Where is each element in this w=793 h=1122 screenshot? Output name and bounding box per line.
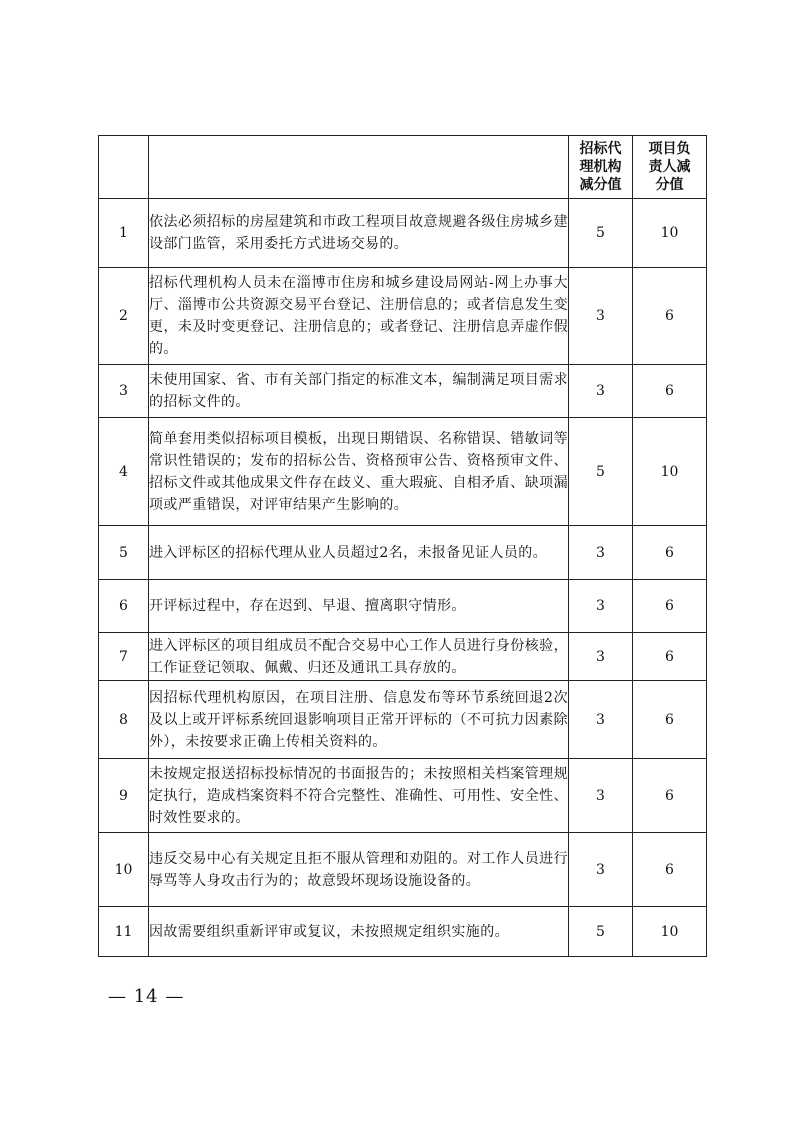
row-description: 未使用国家、省、市有关部门指定的标准文本，编制满足项目需求的招标文件的。 (149, 365, 569, 418)
row-number: 4 (99, 418, 149, 526)
row-agency-deduction: 5 (569, 199, 633, 268)
row-leader-deduction: 6 (633, 526, 707, 580)
table-row (99, 907, 707, 957)
row-description: 依法必须招标的房屋建筑和市政工程项目故意规避各级住房城乡建设部门监管，采用委托方式进场交易的。 (149, 199, 569, 268)
table-header-row (99, 136, 707, 199)
row-number: 6 (99, 580, 149, 633)
row-number: 8 (99, 681, 149, 759)
header-number (99, 136, 149, 199)
deduction-table (98, 135, 707, 957)
header-agency-deduction: 招标代 理机构 减分值 (569, 136, 633, 199)
row-number: 9 (99, 759, 149, 833)
row-agency-deduction: 3 (569, 365, 633, 418)
row-leader-deduction: 6 (633, 580, 707, 633)
row-description: 简单套用类似招标项目模板，出现日期错误、名称错误、错敏词等常识性错误的；发布的招标公告、资格预审公告、资格预审文件、招标文件或其他成果文件存在歧义、重大瑕疵、自相矛盾、缺项漏项或严重错误，对评审结果产生影响的。 (149, 418, 569, 526)
row-agency-deduction: 3 (569, 633, 633, 681)
row-agency-deduction: 5 (569, 418, 633, 526)
row-description: 进入评标区的招标代理从业人员超过2名，未报备见证人员的。 (149, 526, 569, 580)
row-leader-deduction: 10 (633, 418, 707, 526)
row-agency-deduction: 3 (569, 833, 633, 907)
row-number: 3 (99, 365, 149, 418)
table-row (99, 681, 707, 759)
row-description: 因故需要组织重新评审或复议，未按照规定组织实施的。 (149, 907, 569, 957)
row-leader-deduction: 6 (633, 365, 707, 418)
row-agency-deduction: 3 (569, 759, 633, 833)
row-description: 进入评标区的项目组成员不配合交易中心工作人员进行身份核验，工作证登记领取、佩戴、归还及通讯工具存放的。 (149, 633, 569, 681)
table-row (99, 418, 707, 526)
row-number: 5 (99, 526, 149, 580)
row-leader-deduction: 6 (633, 833, 707, 907)
row-leader-deduction: 6 (633, 681, 707, 759)
table-row (99, 526, 707, 580)
row-agency-deduction: 5 (569, 907, 633, 957)
table-row (99, 633, 707, 681)
row-leader-deduction: 10 (633, 199, 707, 268)
row-description: 违反交易中心有关规定且拒不服从管理和劝阻的。对工作人员进行辱骂等人身攻击行为的；故意毁坏现场设施设备的。 (149, 833, 569, 907)
row-leader-deduction: 6 (633, 759, 707, 833)
row-number: 11 (99, 907, 149, 957)
row-agency-deduction: 3 (569, 681, 633, 759)
table-row (99, 268, 707, 365)
row-leader-deduction: 10 (633, 907, 707, 957)
table-row (99, 759, 707, 833)
header-description (149, 136, 569, 199)
header-leader-deduction: 项目负 责人减 分值 (633, 136, 707, 199)
table-row (99, 365, 707, 418)
row-agency-deduction: 3 (569, 580, 633, 633)
table-row (99, 580, 707, 633)
table-row (99, 833, 707, 907)
row-description: 开评标过程中，存在迟到、早退、擅离职守情形。 (149, 580, 569, 633)
row-number: 2 (99, 268, 149, 365)
row-number: 7 (99, 633, 149, 681)
row-number: 10 (99, 833, 149, 907)
row-description: 未按规定报送招标投标情况的书面报告的；未按照相关档案管理规定执行，造成档案资料不符合完整性、准确性、可用性、安全性、时效性要求的。 (149, 759, 569, 833)
page-number: — 14 — (108, 986, 185, 1007)
row-agency-deduction: 3 (569, 526, 633, 580)
row-leader-deduction: 6 (633, 633, 707, 681)
row-description: 因招标代理机构原因，在项目注册、信息发布等环节系统回退2次及以上或开评标系统回退影响项目正常开评标的（不可抗力因素除外），未按要求正确上传相关资料的。 (149, 681, 569, 759)
row-number: 1 (99, 199, 149, 268)
row-description: 招标代理机构人员未在淄博市住房和城乡建设局网站-网上办事大厅、淄博市公共资源交易平台登记、注册信息的；或者信息发生变更，未及时变更登记、注册信息的；或者登记、注册信息弄虚作假的。 (149, 268, 569, 365)
row-leader-deduction: 6 (633, 268, 707, 365)
row-agency-deduction: 3 (569, 268, 633, 365)
table-row (99, 199, 707, 268)
